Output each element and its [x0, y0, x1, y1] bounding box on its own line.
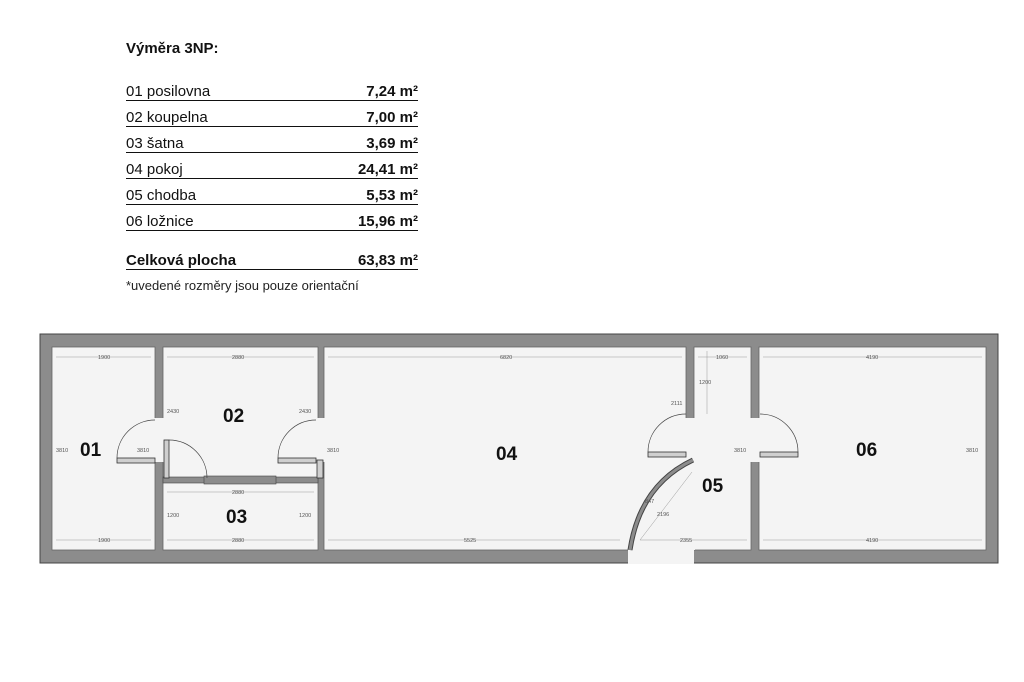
dimension-label: 1200 [299, 513, 312, 519]
room-label-05: 05 [702, 476, 724, 497]
room-label-02: 02 [223, 406, 245, 427]
room-name: 02 koupelna [126, 109, 208, 126]
total-label: Celková plocha [126, 252, 237, 269]
dimension-label: 4190 [866, 538, 879, 544]
room-area: 15,96 m² [357, 213, 418, 230]
dimension-label: 1900 [98, 538, 111, 544]
dimension-label: 3810 [56, 448, 69, 454]
dimension-label: 2880 [232, 490, 245, 496]
room-label-06: 06 [856, 440, 878, 461]
dimension-label: 2196 [657, 512, 670, 518]
door-opening [154, 418, 164, 462]
door-leaf [760, 452, 798, 457]
room-name: 03 šatna [126, 135, 184, 152]
dimension-label: 3810 [966, 448, 979, 454]
dimension-label: 4190 [866, 355, 879, 361]
room-area: 7,00 m² [366, 109, 418, 126]
dimension-label: 2111 [671, 401, 683, 407]
dimension-label: 1200 [699, 380, 712, 386]
partition-wall [204, 476, 276, 484]
dimension-label: 5525 [464, 538, 477, 544]
room-name: 06 ložnice [126, 213, 194, 230]
table-title: Výměra 3NP: [126, 40, 219, 57]
dimension-label: 1900 [98, 355, 111, 361]
room-area: 7,24 m² [366, 83, 418, 100]
door-opening [628, 548, 694, 564]
door-leaf [117, 458, 155, 463]
dimension-label: 847 [645, 499, 655, 505]
door-opening [685, 418, 695, 550]
dimension-label: 2880 [232, 538, 245, 544]
door-opening [750, 418, 760, 462]
room-name: 04 pokoj [126, 161, 183, 178]
dimension-label: 6820 [500, 355, 513, 361]
room-name: 01 posilovna [126, 83, 211, 100]
dimension-label: 2430 [299, 409, 312, 415]
door-leaf [278, 458, 316, 463]
dimension-label: 2355 [680, 538, 693, 544]
dimension-label: 1200 [167, 513, 180, 519]
room-area: 3,69 m² [366, 135, 418, 152]
disclaimer-note: *uvedené rozměry jsou pouze orientační [126, 278, 359, 293]
dimension-label: 3810 [137, 448, 150, 454]
room-name: 05 chodba [126, 187, 197, 204]
room-label-04: 04 [496, 444, 518, 465]
dimension-label: 1060 [716, 355, 729, 361]
total-area: 63,83 m² [357, 252, 418, 269]
door-leaf [648, 452, 686, 457]
room-label-01: 01 [80, 440, 102, 461]
dimension-label: 2880 [232, 355, 245, 361]
room-area: 24,41 m² [357, 161, 418, 178]
door-leaf [317, 460, 323, 478]
door-leaf [164, 440, 169, 478]
dimension-label: 3810 [327, 448, 340, 454]
dimension-label: 2430 [167, 409, 180, 415]
room-label-03: 03 [226, 507, 248, 528]
dimension-label: 3810 [734, 448, 747, 454]
room-area: 5,53 m² [366, 187, 418, 204]
door-opening [317, 418, 325, 462]
